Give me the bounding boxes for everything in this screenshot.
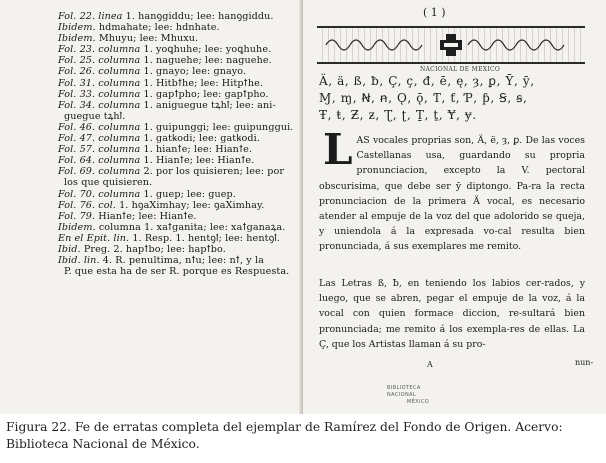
errata-correction: 1. aniguegue tꝝhꝉ; lee: ani- (140, 99, 276, 111)
errata-reference: Fol. 69. columna (58, 166, 141, 178)
errata-correction: 1. hꝯaXimhay; lee: ꝯaXimhay. (115, 199, 265, 211)
errata-entry (58, 11, 298, 22)
catchword: nun- (575, 358, 594, 367)
errata-entry (58, 244, 298, 255)
errata-correction: 1. hanꝯgiddu; lee: hanꝯgiddu. (122, 11, 274, 22)
errata-correction: 1. guep; lee: guep. (140, 188, 236, 200)
errata-entry (58, 78, 298, 89)
errata-reference: Fol. 57. columna (58, 144, 141, 156)
errata-reference: Fol. 79. (58, 210, 96, 222)
errata-entry (58, 44, 298, 55)
errata-reference: Fol. 22. linea (58, 11, 123, 22)
drop-cap: L (323, 125, 353, 174)
alphabet-row: Ä, ä, ß, ƀ, Ç, ç, đ, ē, ę, ȝ, ꝑ, Ȳ, ȳ, (319, 74, 535, 88)
ownership-stamp: NACIONAL DE MEXICO (420, 66, 501, 73)
alphabet-row: Ŧ, ŧ, Ƶ, ƶ, Ʈ, ʈ, Ṯ, ṯ, Ɏ, ɏ. (319, 108, 477, 122)
errata-entry (58, 189, 298, 200)
errata-entry (58, 22, 298, 33)
errata-entry (58, 89, 298, 100)
errata-reference: Fol. 76. col. (58, 199, 116, 211)
errata-entry (58, 233, 298, 244)
errata-reference: En el Epit. lin. (58, 232, 130, 244)
errata-entry (58, 100, 298, 111)
errata-correction: los que quisieren. (64, 177, 153, 189)
errata-reference: Ibid. lin. (58, 255, 100, 267)
errata-reference: Fol. 46. columna (58, 121, 141, 133)
errata-reference: Ibidem. (58, 22, 96, 34)
errata-correction: 1. naguehe; lee: naguehe. (140, 55, 272, 67)
errata-reference: Fol. 25. columna (58, 55, 141, 67)
errata-entry (58, 122, 298, 133)
errata-reference: Fol. 33. columna (58, 88, 141, 100)
figure-caption: Figura 22. Fe de erratas completa del ejemplar de Ramírez del Fondo de Origen. Acervo: Biblioteca Nacional de México. (6, 420, 563, 451)
paragraph-vowels (319, 125, 585, 255)
stamp-line: MÉXICO (406, 398, 430, 405)
errata-entry (58, 211, 298, 222)
errata-correction: 4. R. penultima, nꝉu; lee: nꝉ, y la (99, 255, 264, 267)
errata-correction: 1. gnayo; lee: ɡnayo. (140, 66, 247, 78)
errata-correction: 1. yoꝗhuhe; lee: yoꝗhuhe. (140, 44, 272, 56)
library-stamp (387, 384, 449, 406)
errata-reference: Fol. 23. columna (58, 44, 141, 56)
errata-reference: Fol. 31. columna (58, 77, 141, 89)
errata-correction: 1. Resp. 1. hentꝯꝉ; lee: hentꝯꝉ. (129, 232, 281, 244)
errata-entry (58, 133, 298, 144)
errata-reference: Fol. 47. columna (58, 133, 141, 145)
errata-entry (58, 266, 298, 277)
errata-entry (58, 155, 298, 166)
paragraph-letters: Las Letras ß, ƀ, en teniendo los labios cer-rados, y luego, que se abren, pegar el empuje de la voz, á la vocal con quien formace diccion, re-sultará bien pronunciada; me remito á los exempla-res de ellas. La Ç, que los Artistas llaman á su pro- (319, 278, 585, 350)
errata-entry (58, 166, 298, 177)
errata-correction: Preg. 2. hapꝉbo; lee: hapꝉbo. (80, 243, 226, 255)
errata-correction: Hianꝉe; lee: Hianꝉe. (95, 210, 197, 222)
errata-correction: 1. gatꝃodi; lee: gatꝃodi. (140, 133, 260, 145)
errata-correction: guegue tꝝhꝉ. (64, 110, 126, 122)
errata-correction: 1. guipunggi; lee: guipunggui. (140, 121, 294, 133)
errata-entry (58, 222, 298, 233)
errata-correction: columna 1. xaꝉganita; lee: xaꝉganaꝝa. (95, 221, 286, 233)
errata-entry (58, 177, 298, 188)
errata-correction: 1. Hianꝉe; lee: Hianꝉe. (140, 155, 255, 167)
errata-reference: Ibidem. (58, 221, 96, 233)
errata-page (0, 0, 303, 414)
grammar-page (303, 0, 606, 414)
page-number: ( 1 ) (423, 6, 446, 19)
errata-correction: hdmahate; lee: hdnhate. (95, 22, 220, 34)
errata-list (58, 11, 298, 277)
ornament-motif-icon (320, 31, 582, 59)
errata-correction: 2. por los quisieren; lee: por (140, 166, 285, 178)
errata-entry (58, 200, 298, 211)
errata-correction: 1. Hitbꝉhe; lee: Hitpꝉhe. (140, 77, 264, 89)
errata-correction: P. que esta ha de ser R. porque es Respuesta. (64, 266, 290, 278)
errata-reference: Fol. 64. columna (58, 155, 141, 167)
errata-entry (58, 55, 298, 66)
errata-entry (58, 111, 298, 122)
errata-reference: Ibid. (58, 243, 81, 255)
stamp-line: BIBLIOTECA NACIONAL (387, 384, 421, 398)
paragraph-text: AS vocales proprias son, Ä, ë, ȝ, ꝑ. De las voces Castellanas usa, guardando su propria pronunciacion, excepto la V. pectoral obscurisima, que debe ser ȳ diptongo. Pa-ra la recta pronunciacion de la primera Ä vocal, es necesario atender al empuje de la voz del que adolorido se queja, y uniendola á la expresada vo-cal resulta bien pronunciada, á sus exemplares me remito. (319, 135, 585, 253)
errata-reference: Fol. 70. columna (58, 188, 141, 200)
errata-reference: Ibidem. (58, 33, 96, 45)
errata-correction: 1. hianꝉe; lee: Hianꝉe. (140, 144, 253, 156)
errata-entry (58, 66, 298, 77)
errata-entry (58, 144, 298, 155)
errata-correction: 1. gapꝉpho; lee: gapꝉpho. (140, 88, 269, 100)
errata-correction: Mhuyu; lee: Mhuxu. (95, 33, 199, 45)
errata-entry (58, 33, 298, 44)
ornament-border (317, 26, 585, 64)
errata-reference: Fol. 34. columna (58, 99, 141, 111)
errata-reference: Fol. 26. columna (58, 66, 141, 78)
alphabet-row: Ɱ, ɱ, Ꞥ, ꞥ, Ǫ, ǭ, Ƭ, ƭ, Ƥ, ƥ, Ꞩ, ꞩ, (319, 91, 528, 105)
errata-entry (58, 255, 298, 266)
printer-signature: A (427, 360, 433, 369)
